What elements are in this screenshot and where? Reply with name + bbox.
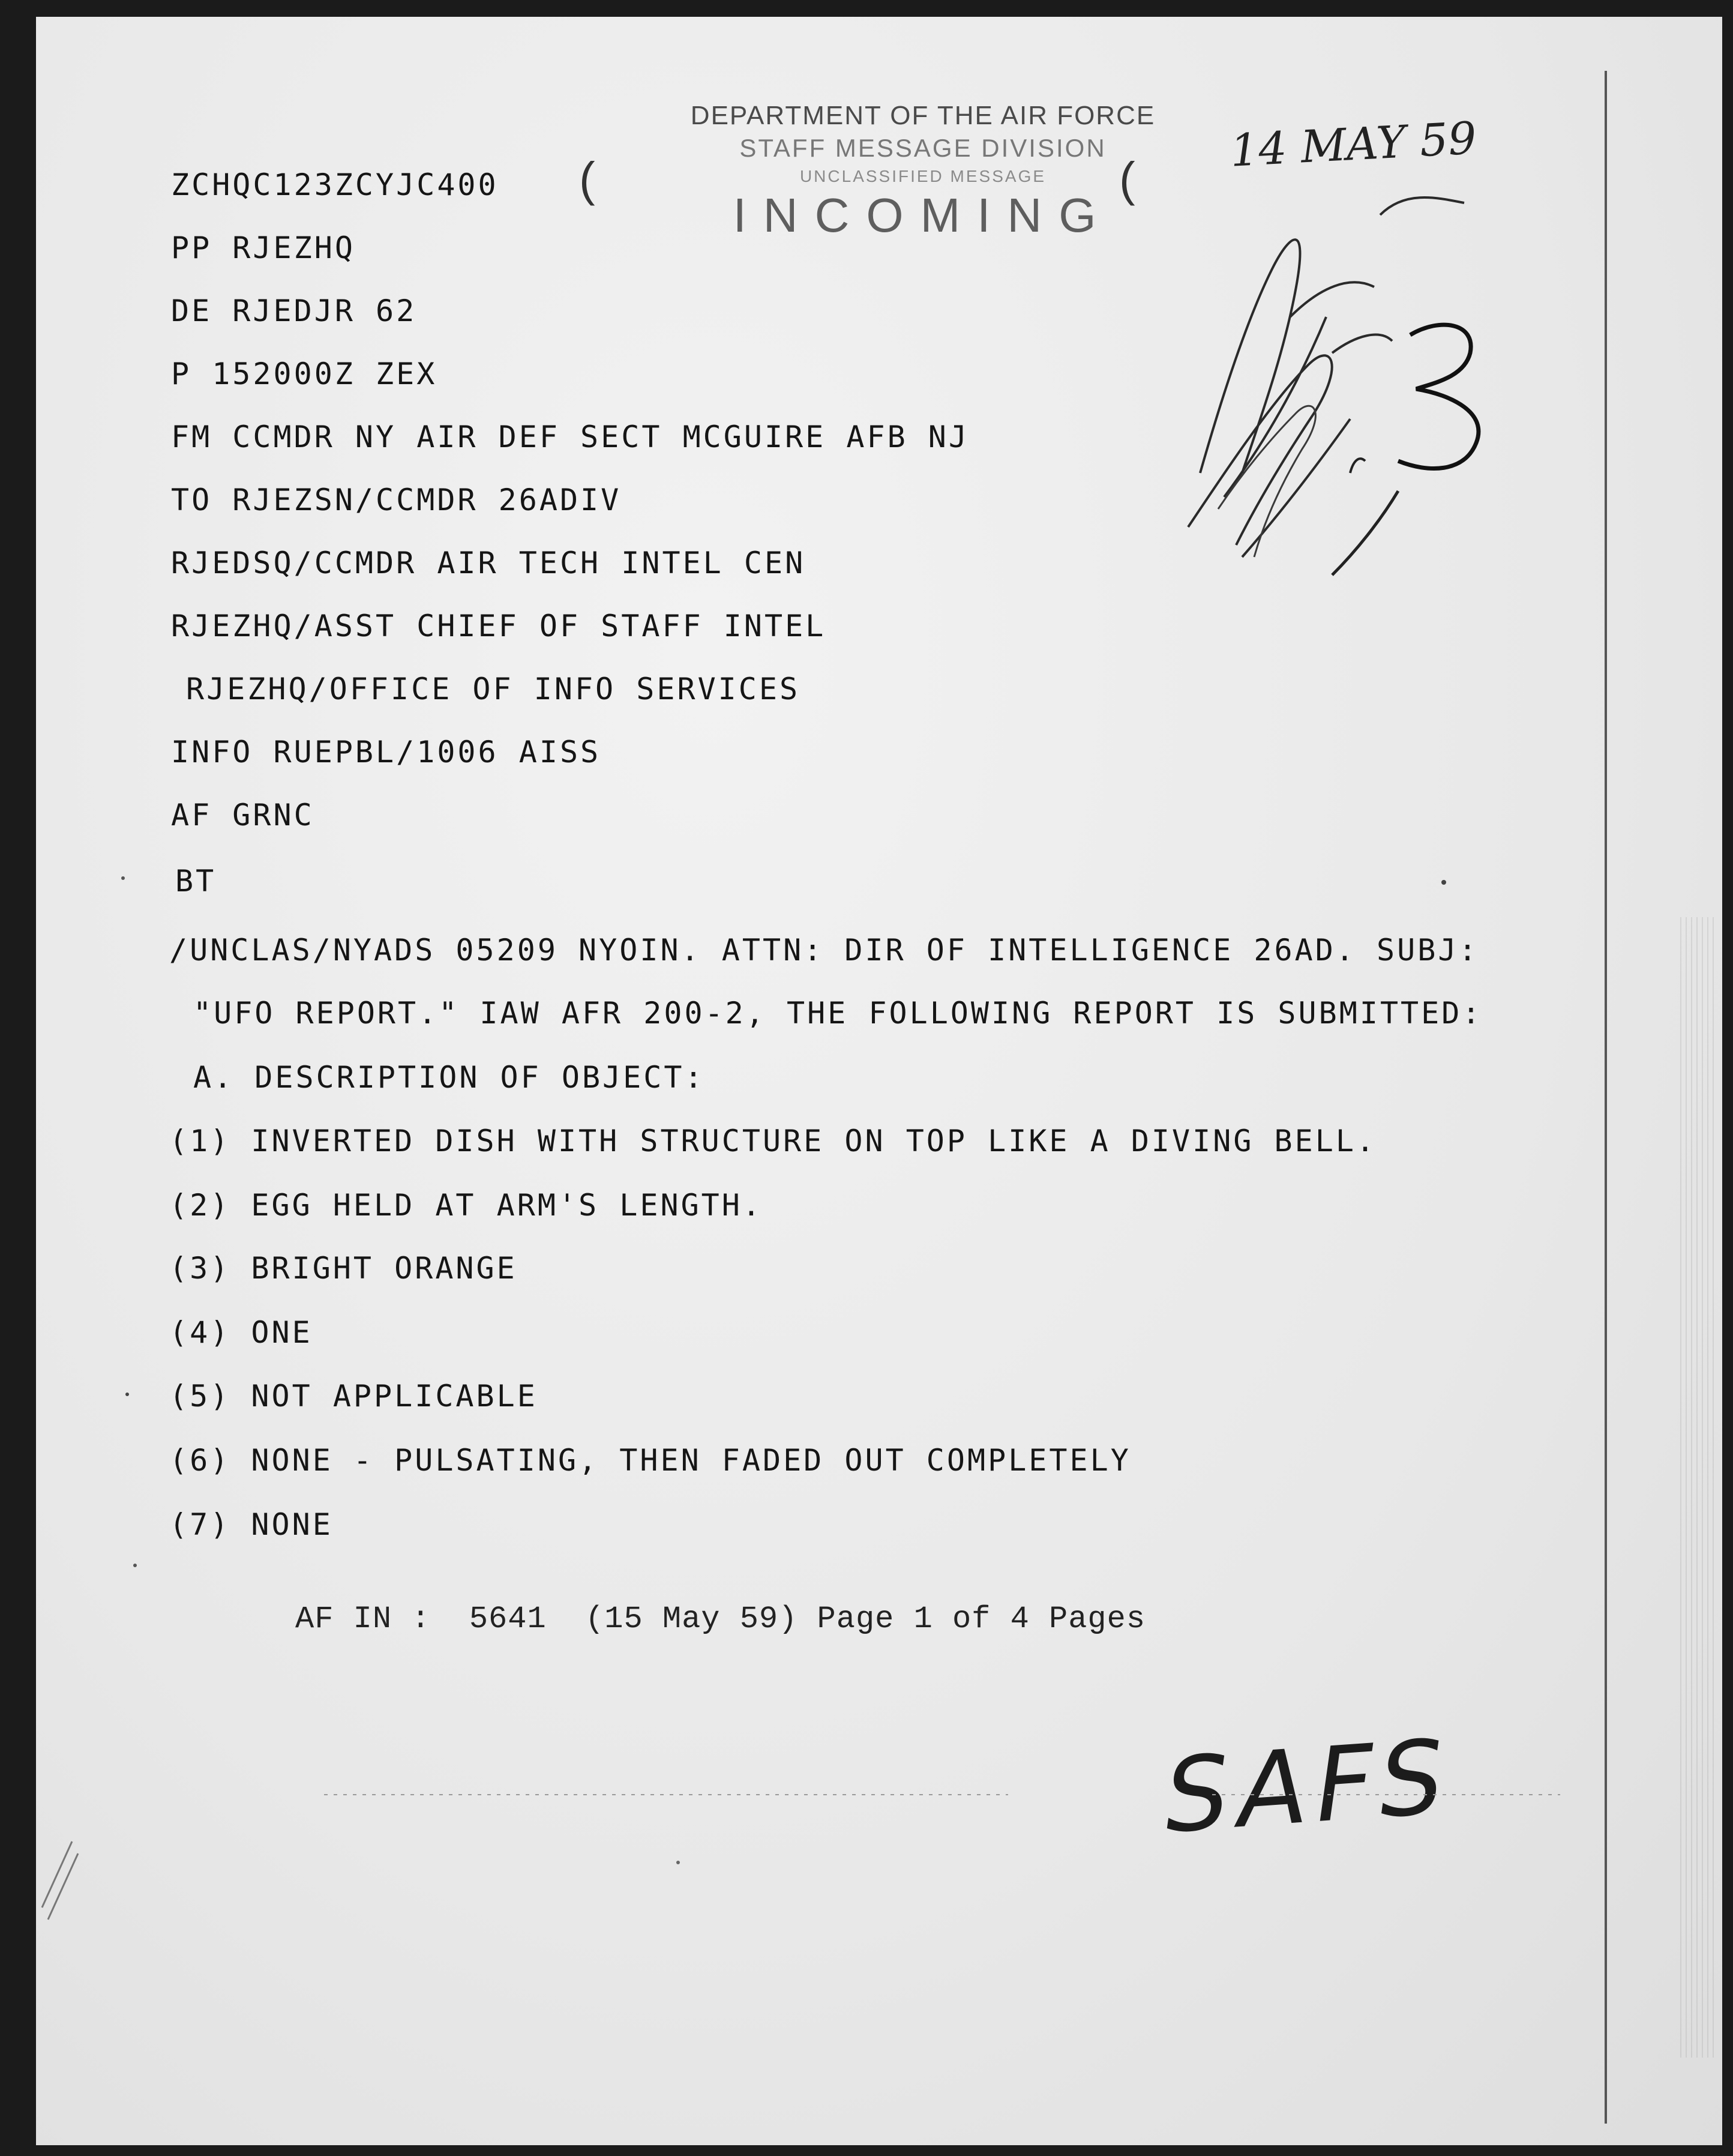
message-line: (6) NONE - PULSATING, THEN FADED OUT COMPLETELY: [169, 1443, 1131, 1478]
message-line: (7) NONE: [169, 1507, 333, 1542]
message-line: (5) NOT APPLICABLE: [169, 1379, 538, 1414]
message-line: "UFO REPORT." IAW AFR 200-2, THE FOLLOWING REPORT IS SUBMITTED:: [193, 996, 1483, 1031]
message-line: PP RJEZHQ: [171, 230, 355, 265]
message-line: /UNCLAS/NYADS 05209 NYOIN. ATTN: DIR OF INTELLIGENCE 26AD. SUBJ:: [169, 933, 1479, 968]
af-in-footer: AF IN : 5641 (15 May 59) Page 1 of 4 Pages: [295, 1601, 1146, 1637]
message-line: DE RJEDJR 62: [171, 294, 417, 328]
scan-artifact: [1680, 917, 1716, 2058]
message-line: ZCHQC123ZCYJC400: [171, 167, 499, 202]
message-line: TO RJEZSN/CCMDR 26ADIV: [171, 483, 622, 517]
message-line: (2) EGG HELD AT ARM'S LENGTH.: [169, 1188, 763, 1223]
message-line: INFO RUEPBL/1006 AISS: [171, 735, 601, 769]
handwritten-number: [1398, 325, 1479, 468]
handwritten-signature-scribble: [1152, 137, 1512, 629]
message-line: (4) ONE: [169, 1315, 313, 1350]
message-line: (1) INVERTED DISH WITH STRUCTURE ON TOP LIKE A DIVING BELL.: [169, 1124, 1377, 1158]
message-line: A. DESCRIPTION OF OBJECT:: [193, 1060, 705, 1095]
message-line: RJEZHQ/OFFICE OF INFO SERVICES: [186, 672, 800, 706]
message-line: RJEDSQ/CCMDR AIR TECH INTEL CEN: [171, 546, 806, 580]
message-line: (3) BRIGHT ORANGE: [169, 1251, 517, 1286]
left-bracket-mark: (: [579, 152, 595, 206]
right-bracket-mark: (: [1119, 152, 1135, 206]
document-page: [36, 17, 1722, 2145]
message-line: FM CCMDR NY AIR DEF SECT MCGUIRE AFB NJ: [171, 420, 969, 454]
message-line: AF GRNC: [171, 798, 314, 833]
message-line: RJEZHQ/ASST CHIEF OF STAFF INTEL: [171, 609, 826, 643]
stamp-classification: UNCLASSIFIED MESSAGE: [799, 167, 1047, 185]
stamp-department: DEPARTMENT OF THE AIR FORCE: [690, 101, 1156, 130]
stamp-division: STAFF MESSAGE DIVISION: [739, 134, 1107, 162]
message-line: BT: [175, 864, 217, 899]
message-line: P 152000Z ZEX: [171, 357, 437, 391]
page-edge-rule: [1605, 71, 1607, 2124]
stamp-incoming: INCOMING: [733, 188, 1113, 242]
handwritten-initials: SAFS: [1156, 1717, 1459, 1857]
handwritten-date: 14 MAY 59: [1229, 112, 1478, 177]
